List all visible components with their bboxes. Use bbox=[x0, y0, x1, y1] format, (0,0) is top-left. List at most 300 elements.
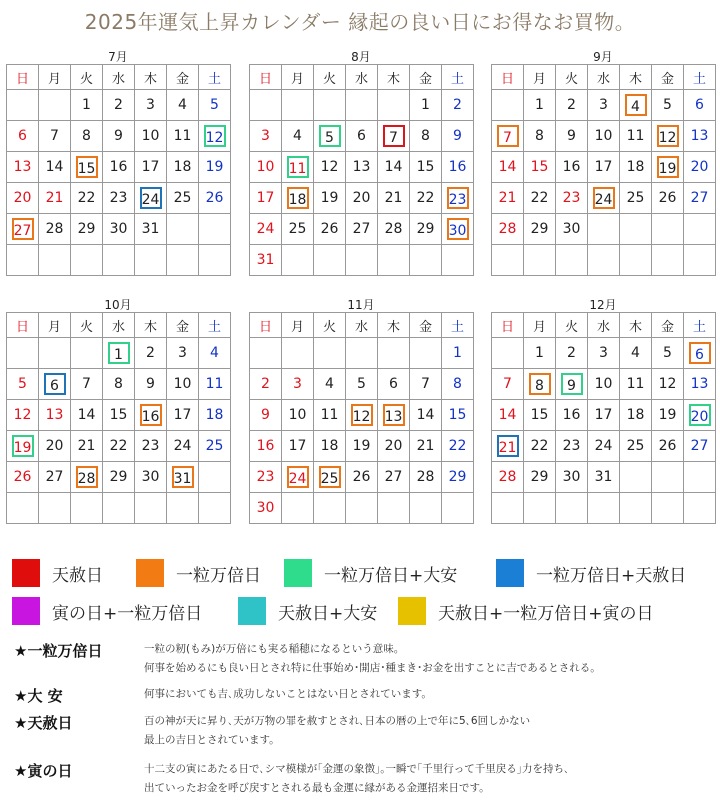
date-number: 4 bbox=[293, 128, 302, 144]
date-number: 31 bbox=[172, 466, 194, 488]
weekday-header: 木 bbox=[378, 313, 410, 338]
date-number: 19 bbox=[12, 435, 34, 457]
date-cell bbox=[346, 462, 378, 493]
date-cell bbox=[7, 214, 39, 245]
date-cell bbox=[588, 183, 620, 214]
date-cell bbox=[314, 121, 346, 152]
weekday-header: 火 bbox=[314, 65, 346, 90]
date-cell bbox=[588, 462, 620, 493]
date-number: 23 bbox=[109, 190, 128, 206]
date-cell bbox=[410, 400, 442, 431]
date-cell bbox=[346, 214, 378, 245]
week-row bbox=[7, 369, 231, 400]
date-cell bbox=[71, 183, 103, 214]
date-cell bbox=[556, 152, 588, 183]
date-cell bbox=[250, 369, 282, 400]
date-cell bbox=[410, 121, 442, 152]
definition-line: 百の神が天に昇り､天が万物の罪を赦すとされ､日本の暦の上で年に5､6回しかない bbox=[144, 715, 531, 727]
date-cell bbox=[524, 183, 556, 214]
empty-cell bbox=[652, 493, 684, 524]
empty-cell bbox=[314, 245, 346, 276]
date-cell bbox=[378, 183, 410, 214]
date-cell bbox=[282, 400, 314, 431]
date-number: 26 bbox=[658, 438, 677, 454]
date-cell bbox=[250, 245, 282, 276]
empty-cell bbox=[588, 245, 620, 276]
date-number: 17 bbox=[594, 159, 613, 175]
week-row bbox=[7, 214, 231, 245]
date-cell bbox=[39, 369, 71, 400]
date-cell bbox=[7, 183, 39, 214]
week-row bbox=[492, 462, 716, 493]
empty-cell bbox=[39, 90, 71, 121]
date-cell bbox=[199, 431, 231, 462]
empty-cell bbox=[410, 245, 442, 276]
legend-label: 一粒万倍日+大安 bbox=[324, 565, 458, 586]
date-number: 22 bbox=[77, 190, 96, 206]
date-number: 12 bbox=[204, 125, 226, 147]
definition-text bbox=[144, 685, 432, 704]
weekday-header: 月 bbox=[282, 65, 314, 90]
empty-cell bbox=[492, 245, 524, 276]
date-cell bbox=[71, 369, 103, 400]
calendar-grid bbox=[6, 64, 231, 276]
date-number: 3 bbox=[146, 97, 155, 113]
weekday-header: 水 bbox=[103, 65, 135, 90]
date-cell bbox=[442, 400, 474, 431]
date-number: 28 bbox=[416, 469, 435, 485]
date-number: 9 bbox=[146, 376, 155, 392]
date-cell bbox=[684, 90, 716, 121]
empty-cell bbox=[103, 245, 135, 276]
date-number: 8 bbox=[114, 376, 123, 392]
legend-item bbox=[496, 558, 686, 588]
date-cell bbox=[103, 462, 135, 493]
date-number: 19 bbox=[205, 159, 224, 175]
weekday-header: 月 bbox=[39, 65, 71, 90]
date-number: 24 bbox=[256, 221, 275, 237]
date-cell bbox=[410, 90, 442, 121]
empty-cell bbox=[588, 214, 620, 245]
weekday-header: 金 bbox=[652, 65, 684, 90]
date-cell bbox=[652, 90, 684, 121]
week-row bbox=[492, 369, 716, 400]
date-number: 27 bbox=[12, 218, 34, 240]
date-number: 31 bbox=[256, 252, 275, 268]
legend-item bbox=[12, 558, 103, 588]
date-number: 27 bbox=[690, 190, 709, 206]
date-number: 18 bbox=[626, 407, 645, 423]
date-cell bbox=[410, 431, 442, 462]
date-number: 6 bbox=[18, 128, 27, 144]
date-number: 28 bbox=[498, 469, 517, 485]
month-label: 12月 bbox=[589, 298, 617, 312]
month-label: 9月 bbox=[593, 50, 613, 64]
empty-cell bbox=[556, 493, 588, 524]
date-number: 19 bbox=[657, 156, 679, 178]
date-cell bbox=[588, 431, 620, 462]
weekday-header: 火 bbox=[556, 65, 588, 90]
legend-label: 一粒万倍日 bbox=[176, 565, 261, 586]
date-number: 3 bbox=[261, 128, 270, 144]
date-number: 6 bbox=[389, 376, 398, 392]
weekday-header: 木 bbox=[620, 65, 652, 90]
weekday-header-row bbox=[7, 313, 231, 338]
date-cell bbox=[684, 369, 716, 400]
weekday-header: 月 bbox=[39, 313, 71, 338]
date-cell bbox=[620, 369, 652, 400]
date-number: 22 bbox=[109, 438, 128, 454]
date-cell bbox=[282, 121, 314, 152]
empty-cell bbox=[282, 90, 314, 121]
weekday-header: 金 bbox=[652, 313, 684, 338]
weekday-header: 日 bbox=[250, 313, 282, 338]
empty-cell bbox=[199, 245, 231, 276]
date-number: 5 bbox=[210, 97, 219, 113]
definition-line: 十二支の寅にあたる日で､シマ模様が｢金運の象徴｣｡一瞬で｢千里行って千里戻る｣力を持ち､ bbox=[144, 763, 570, 775]
weekday-header-row bbox=[492, 65, 716, 90]
month-label: 8月 bbox=[351, 50, 371, 64]
empty-cell bbox=[282, 493, 314, 524]
empty-cell bbox=[346, 245, 378, 276]
date-number: 3 bbox=[178, 345, 187, 361]
empty-cell bbox=[7, 493, 39, 524]
weekday-header: 土 bbox=[442, 313, 474, 338]
date-number: 10 bbox=[288, 407, 307, 423]
definition-term: ★寅の日 bbox=[14, 762, 73, 780]
date-number: 2 bbox=[453, 97, 462, 113]
week-row bbox=[7, 431, 231, 462]
date-number: 2 bbox=[146, 345, 155, 361]
date-number: 16 bbox=[256, 438, 275, 454]
date-number: 27 bbox=[690, 438, 709, 454]
legend-swatch bbox=[12, 597, 40, 625]
date-cell bbox=[167, 338, 199, 369]
date-number: 29 bbox=[416, 221, 435, 237]
date-cell bbox=[652, 431, 684, 462]
date-cell bbox=[684, 338, 716, 369]
date-number: 2 bbox=[567, 345, 576, 361]
week-row bbox=[7, 121, 231, 152]
weekday-header: 月 bbox=[282, 313, 314, 338]
date-number: 14 bbox=[45, 159, 64, 175]
weekday-header: 木 bbox=[378, 65, 410, 90]
date-cell bbox=[524, 90, 556, 121]
date-number: 30 bbox=[562, 469, 581, 485]
date-cell bbox=[588, 369, 620, 400]
date-number: 7 bbox=[503, 376, 512, 392]
empty-cell bbox=[167, 245, 199, 276]
date-number: 6 bbox=[695, 97, 704, 113]
date-number: 25 bbox=[288, 221, 307, 237]
week-row bbox=[250, 152, 474, 183]
date-cell bbox=[492, 121, 524, 152]
date-cell bbox=[652, 121, 684, 152]
date-number: 30 bbox=[562, 221, 581, 237]
calendar-grid bbox=[249, 312, 474, 524]
definition-line: 出ていったお金を呼び戻すとされる最も金運に縁がある金運招来日です。 bbox=[144, 782, 490, 794]
date-number: 18 bbox=[205, 407, 224, 423]
definition-text bbox=[144, 760, 569, 798]
weekday-header: 火 bbox=[314, 313, 346, 338]
week-row bbox=[7, 462, 231, 493]
legend-swatch bbox=[136, 559, 164, 587]
date-number: 9 bbox=[453, 128, 462, 144]
weekday-header-row bbox=[492, 313, 716, 338]
empty-cell bbox=[346, 338, 378, 369]
weekday-header: 木 bbox=[135, 313, 167, 338]
date-number: 8 bbox=[82, 128, 91, 144]
empty-cell bbox=[378, 245, 410, 276]
date-cell bbox=[378, 121, 410, 152]
week-row bbox=[7, 493, 231, 524]
date-cell bbox=[556, 90, 588, 121]
date-cell bbox=[7, 431, 39, 462]
date-number: 10 bbox=[256, 159, 275, 175]
date-cell bbox=[103, 152, 135, 183]
week-row bbox=[250, 245, 474, 276]
date-cell bbox=[378, 462, 410, 493]
empty-cell bbox=[199, 493, 231, 524]
date-number: 16 bbox=[562, 407, 581, 423]
date-cell bbox=[71, 152, 103, 183]
date-cell bbox=[410, 369, 442, 400]
date-cell bbox=[250, 462, 282, 493]
date-number: 16 bbox=[562, 159, 581, 175]
date-number: 14 bbox=[498, 407, 517, 423]
month-august bbox=[249, 50, 473, 276]
weekday-header-row bbox=[7, 65, 231, 90]
date-number: 15 bbox=[530, 159, 549, 175]
empty-cell bbox=[442, 493, 474, 524]
date-cell bbox=[103, 183, 135, 214]
date-cell bbox=[167, 400, 199, 431]
empty-cell bbox=[492, 338, 524, 369]
date-cell bbox=[524, 400, 556, 431]
date-number: 9 bbox=[261, 407, 270, 423]
date-number: 29 bbox=[530, 221, 549, 237]
date-number: 4 bbox=[210, 345, 219, 361]
date-cell bbox=[620, 121, 652, 152]
legend-item bbox=[238, 596, 377, 626]
date-number: 17 bbox=[594, 407, 613, 423]
empty-cell bbox=[410, 338, 442, 369]
week-row bbox=[7, 152, 231, 183]
date-cell bbox=[524, 121, 556, 152]
date-cell bbox=[346, 121, 378, 152]
date-number: 15 bbox=[76, 156, 98, 178]
date-cell bbox=[103, 369, 135, 400]
date-cell bbox=[135, 121, 167, 152]
date-cell bbox=[492, 400, 524, 431]
date-number: 22 bbox=[448, 438, 467, 454]
week-row bbox=[7, 90, 231, 121]
date-cell bbox=[314, 152, 346, 183]
date-cell bbox=[442, 214, 474, 245]
date-number: 9 bbox=[114, 128, 123, 144]
date-cell bbox=[556, 369, 588, 400]
month-label: 11月 bbox=[347, 298, 375, 312]
date-cell bbox=[282, 152, 314, 183]
date-number: 23 bbox=[562, 438, 581, 454]
empty-cell bbox=[314, 90, 346, 121]
week-row bbox=[492, 493, 716, 524]
date-number: 1 bbox=[108, 342, 130, 364]
calendar-grid bbox=[249, 64, 474, 276]
definition-term: ★大 安 bbox=[14, 687, 63, 705]
date-cell bbox=[492, 369, 524, 400]
date-cell bbox=[250, 214, 282, 245]
month-label: 10月 bbox=[104, 298, 132, 312]
date-number: 27 bbox=[384, 469, 403, 485]
date-number: 16 bbox=[140, 404, 162, 426]
date-number: 24 bbox=[140, 187, 162, 209]
date-cell bbox=[378, 369, 410, 400]
date-cell bbox=[492, 152, 524, 183]
date-number: 8 bbox=[529, 373, 551, 395]
date-number: 21 bbox=[416, 438, 435, 454]
date-number: 25 bbox=[205, 438, 224, 454]
date-number: 22 bbox=[416, 190, 435, 206]
weekday-header: 月 bbox=[524, 65, 556, 90]
date-cell bbox=[556, 338, 588, 369]
date-number: 11 bbox=[320, 407, 339, 423]
date-number: 28 bbox=[45, 221, 64, 237]
weekday-header: 水 bbox=[103, 313, 135, 338]
week-row bbox=[250, 462, 474, 493]
date-number: 26 bbox=[13, 469, 32, 485]
date-number: 4 bbox=[625, 94, 647, 116]
date-number: 26 bbox=[658, 190, 677, 206]
empty-cell bbox=[442, 245, 474, 276]
date-cell bbox=[588, 121, 620, 152]
date-cell bbox=[346, 369, 378, 400]
date-cell bbox=[684, 431, 716, 462]
date-number: 31 bbox=[141, 221, 160, 237]
legend-swatch bbox=[284, 559, 312, 587]
date-number: 31 bbox=[594, 469, 613, 485]
date-number: 10 bbox=[173, 376, 192, 392]
date-number: 14 bbox=[384, 159, 403, 175]
legend-label: 天赦日+一粒万倍日+寅の日 bbox=[438, 603, 654, 624]
date-cell bbox=[378, 152, 410, 183]
weekday-header: 水 bbox=[346, 65, 378, 90]
empty-cell bbox=[378, 338, 410, 369]
week-row bbox=[492, 90, 716, 121]
date-number: 13 bbox=[13, 159, 32, 175]
date-number: 16 bbox=[109, 159, 128, 175]
empty-cell bbox=[7, 90, 39, 121]
empty-cell bbox=[684, 214, 716, 245]
empty-cell bbox=[282, 338, 314, 369]
date-cell bbox=[442, 183, 474, 214]
weekday-header: 土 bbox=[199, 313, 231, 338]
week-row bbox=[250, 493, 474, 524]
date-number: 13 bbox=[352, 159, 371, 175]
week-row bbox=[7, 400, 231, 431]
date-cell bbox=[7, 369, 39, 400]
empty-cell bbox=[199, 214, 231, 245]
date-cell bbox=[7, 462, 39, 493]
empty-cell bbox=[684, 493, 716, 524]
empty-cell bbox=[167, 493, 199, 524]
date-cell bbox=[556, 121, 588, 152]
date-number: 5 bbox=[319, 125, 341, 147]
empty-cell bbox=[346, 493, 378, 524]
legend-swatch bbox=[12, 559, 40, 587]
empty-cell bbox=[314, 338, 346, 369]
date-cell bbox=[410, 462, 442, 493]
legend-label: 天赦日 bbox=[52, 565, 103, 586]
date-number: 23 bbox=[447, 187, 469, 209]
empty-cell bbox=[7, 245, 39, 276]
weekday-header-row bbox=[250, 65, 474, 90]
date-cell bbox=[652, 338, 684, 369]
date-cell bbox=[492, 183, 524, 214]
date-number: 14 bbox=[498, 159, 517, 175]
calendar-grid bbox=[491, 312, 716, 524]
date-cell bbox=[620, 152, 652, 183]
month-july bbox=[6, 50, 230, 276]
empty-cell bbox=[314, 493, 346, 524]
date-number: 1 bbox=[421, 97, 430, 113]
week-row bbox=[492, 338, 716, 369]
date-cell bbox=[135, 338, 167, 369]
definition-line: 最上の吉日とされています。 bbox=[144, 734, 280, 746]
empty-cell bbox=[620, 214, 652, 245]
date-number: 5 bbox=[357, 376, 366, 392]
date-cell bbox=[684, 183, 716, 214]
empty-cell bbox=[250, 338, 282, 369]
date-number: 23 bbox=[256, 469, 275, 485]
date-number: 19 bbox=[658, 407, 677, 423]
date-number: 18 bbox=[173, 159, 192, 175]
date-cell bbox=[282, 214, 314, 245]
date-cell bbox=[524, 431, 556, 462]
date-number: 12 bbox=[13, 407, 32, 423]
empty-cell bbox=[620, 462, 652, 493]
date-number: 12 bbox=[320, 159, 339, 175]
month-december bbox=[491, 298, 715, 524]
empty-cell bbox=[39, 338, 71, 369]
date-cell bbox=[135, 431, 167, 462]
date-number: 29 bbox=[77, 221, 96, 237]
date-cell bbox=[442, 152, 474, 183]
date-number: 22 bbox=[530, 438, 549, 454]
empty-cell bbox=[620, 245, 652, 276]
date-cell bbox=[250, 121, 282, 152]
date-number: 26 bbox=[352, 469, 371, 485]
date-cell bbox=[39, 462, 71, 493]
date-number: 10 bbox=[141, 128, 160, 144]
week-row bbox=[492, 214, 716, 245]
definition-line: 何事を始めるにも良い日とされ特に仕事始め･開店･種まき･お金を出すことに吉であるとされる。 bbox=[144, 662, 601, 674]
date-cell bbox=[199, 400, 231, 431]
week-row bbox=[7, 183, 231, 214]
date-number: 4 bbox=[631, 345, 640, 361]
date-cell bbox=[71, 431, 103, 462]
date-cell bbox=[39, 214, 71, 245]
weekday-header: 日 bbox=[250, 65, 282, 90]
date-number: 1 bbox=[453, 345, 462, 361]
date-number: 20 bbox=[352, 190, 371, 206]
date-cell bbox=[556, 183, 588, 214]
date-cell bbox=[524, 369, 556, 400]
date-cell bbox=[39, 400, 71, 431]
empty-cell bbox=[346, 90, 378, 121]
week-row bbox=[7, 245, 231, 276]
date-cell bbox=[410, 214, 442, 245]
